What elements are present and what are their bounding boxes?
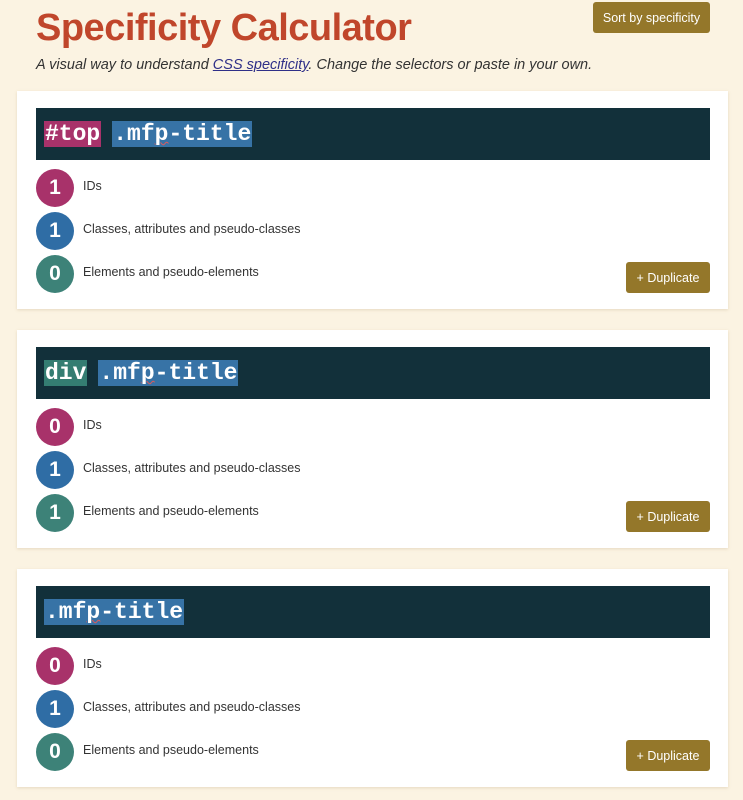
elements-count-badge: 1 — [36, 494, 74, 532]
ids-count-badge: 0 — [36, 647, 74, 685]
selector-card — [17, 91, 728, 309]
selector-input[interactable] — [36, 586, 710, 638]
ids-label: IDs — [83, 179, 102, 193]
page-subtitle — [36, 57, 592, 73]
classes-label: Classes, attributes and pseudo-classes — [83, 461, 301, 475]
spellcheck-squiggle: p — [86, 599, 101, 625]
token-text: -title — [154, 360, 238, 386]
selector-token-class — [98, 360, 238, 386]
ids-label: IDs — [83, 418, 102, 432]
elements-row — [36, 733, 486, 771]
ids-label: IDs — [83, 657, 102, 671]
ids-row — [36, 169, 486, 207]
token-text: .mf — [45, 599, 87, 625]
ids-row — [36, 408, 486, 446]
css-specificity-link[interactable]: CSS specificity — [212, 57, 309, 73]
sort-by-specificity-button[interactable]: Sort by specificity — [593, 2, 710, 33]
selector-token-class — [44, 599, 184, 625]
token-text: -title — [100, 599, 184, 625]
selector-token-class — [112, 121, 252, 147]
duplicate-button[interactable]: + Duplicate — [626, 740, 710, 771]
subtitle-text-before: A visual way to understand — [36, 57, 213, 73]
classes-row — [36, 690, 486, 728]
selector-card — [17, 569, 728, 787]
duplicate-button[interactable]: + Duplicate — [626, 501, 710, 532]
classes-count-badge: 1 — [36, 690, 74, 728]
elements-label: Elements and pseudo-elements — [83, 743, 259, 757]
subtitle-text-after: . Change the selectors or paste in your own. — [308, 57, 593, 73]
classes-count-badge: 1 — [36, 451, 74, 489]
spellcheck-squiggle: p — [140, 360, 155, 386]
elements-label: Elements and pseudo-elements — [83, 265, 259, 279]
spellcheck-squiggle: p — [154, 121, 169, 147]
classes-label: Classes, attributes and pseudo-classes — [83, 700, 301, 714]
selector-token-element: div — [45, 360, 87, 386]
duplicate-button[interactable]: + Duplicate — [626, 262, 710, 293]
classes-row — [36, 451, 486, 489]
page-title: Specificity Calculator — [36, 7, 412, 49]
classes-count-badge: 1 — [36, 212, 74, 250]
elements-row — [36, 494, 486, 532]
token-text: -title — [168, 121, 252, 147]
selector-token-id: #top — [45, 121, 101, 147]
elements-count-badge: 0 — [36, 255, 74, 293]
elements-count-badge: 0 — [36, 733, 74, 771]
ids-count-badge: 1 — [36, 169, 74, 207]
elements-label: Elements and pseudo-elements — [83, 504, 259, 518]
token-text: .mf — [113, 121, 155, 147]
elements-row — [36, 255, 486, 293]
classes-label: Classes, attributes and pseudo-classes — [83, 222, 301, 236]
selector-input[interactable] — [36, 108, 710, 160]
selector-card — [17, 330, 728, 548]
ids-count-badge: 0 — [36, 408, 74, 446]
selector-input[interactable] — [36, 347, 710, 399]
classes-row — [36, 212, 486, 250]
token-text: .mf — [99, 360, 141, 386]
ids-row — [36, 647, 486, 685]
